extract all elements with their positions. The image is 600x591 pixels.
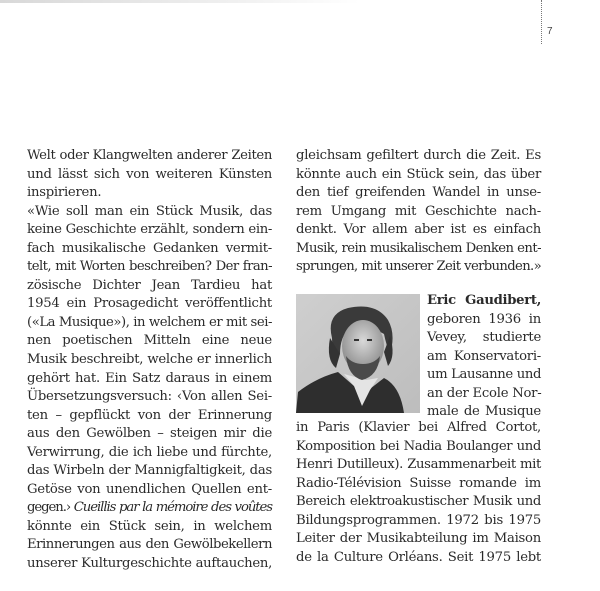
scan-edge-shadow [0,0,360,3]
left-column [27,147,272,574]
text-line: um Lausanne und [427,367,542,383]
text-line: keine Geschichte erzählt, sondern ein- [27,222,272,238]
composer-name: Eric Gaudibert, [427,293,541,308]
text-line: und lässt sich von weiteren Künsten [27,166,272,182]
text-line: denkt. Vor allem aber ist es einfach [296,222,541,238]
page-number: 7 [547,26,553,37]
text-line: Vevey, studierte [427,330,541,346]
text-line: an der Ecole Nor- [427,385,542,401]
margin-rule [541,0,542,44]
text-line: Welt oder Klangwelten anderer Zeiten [27,148,272,163]
text-line: Bereich elektroakustischer Musik und [296,494,541,510]
text-line: Henri Dutilleux). Zusammenarbeit mit [296,457,541,473]
text-line: könnte auch ein Stück sein, das über [296,166,541,182]
text-line: in Paris (Klavier bei Alfred Cortot, [296,420,541,435]
biography-side-text [427,292,541,422]
text-line: den tief greifenden Wandel in unse- [296,185,541,201]
text-line-with-italic-quote [27,499,272,518]
text-line: sprungen, mit unserer Zeit verbunden.» [296,259,541,275]
text-line: Leiter der Musikabteilung im Maison [296,531,541,547]
text-line: Musik, rein musikalischem Denken ent- [296,240,541,256]
text-line: fach musikalische Gedanken vermit- [27,240,272,256]
text-line: Getöse von unendlichen Quellen ent- [27,481,272,497]
text-line: geboren 1936 in [427,311,541,327]
text-line: Übersetzungsversuch: ‹Von allen Sei- [27,389,272,405]
text-line: könnte ein Stück sein, in welchem [27,518,272,534]
biography-text [296,419,541,567]
portrait-illustration [296,294,420,413]
text-line: das Wirbeln der Mannigfaltigkeit, das [27,463,272,479]
text-line: unserer Kulturgeschichte auftauchen, [27,556,273,572]
text-line: gleichsam gefiltert durch die Zeit. Es [296,148,541,163]
italic-french-quote: Cueillis par la mémoire des voûtes [73,500,272,516]
text-line: male de Musique [427,404,541,420]
text-line: inspirieren. [27,185,102,201]
composer-portrait-photo [296,294,420,413]
text-line: «Wie soll man ein Stück Musik, das [27,203,272,219]
text-line: («La Musique»), in welchem er mit sei- [27,314,272,330]
text-line: de la Culture Orléans. Seit 1975 lebt [296,549,541,565]
text-line: Musik beschreibt, welche er innerlich [27,352,272,368]
text-line: aus den Gewölben – steigen mir die [27,426,272,442]
text-line: telt, mit Worten beschreiben? Der fran- [27,259,272,275]
text-line: nen poetischen Mitteln eine neue [27,333,272,349]
text-line: 1954 ein Prosagedicht veröffentlicht [27,296,272,312]
right-column [296,147,541,277]
text-line: Verwirrung, die ich liebe und fürchte, [27,444,272,460]
text-line: rem Umgang mit Geschichte nach- [296,203,541,219]
text-fragment: gegen.› [27,500,71,516]
text-line: ten – gepflückt von der Erinnerung [27,407,272,423]
text-line: gehört hat. Ein Satz daraus in einem [27,370,272,386]
text-line: am Konservatori- [427,348,541,364]
text-line: Bildungsprogrammen. 1972 bis 1975 [296,512,541,528]
text-line: Erinnerungen aus den Gewölbekellern [27,537,272,553]
text-line: Komposition bei Nadia Boulanger und [296,438,541,454]
text-line: zösische Dichter Jean Tardieu hat [27,277,272,293]
text-line: Radio-Télévision Suisse romande im [296,475,541,491]
